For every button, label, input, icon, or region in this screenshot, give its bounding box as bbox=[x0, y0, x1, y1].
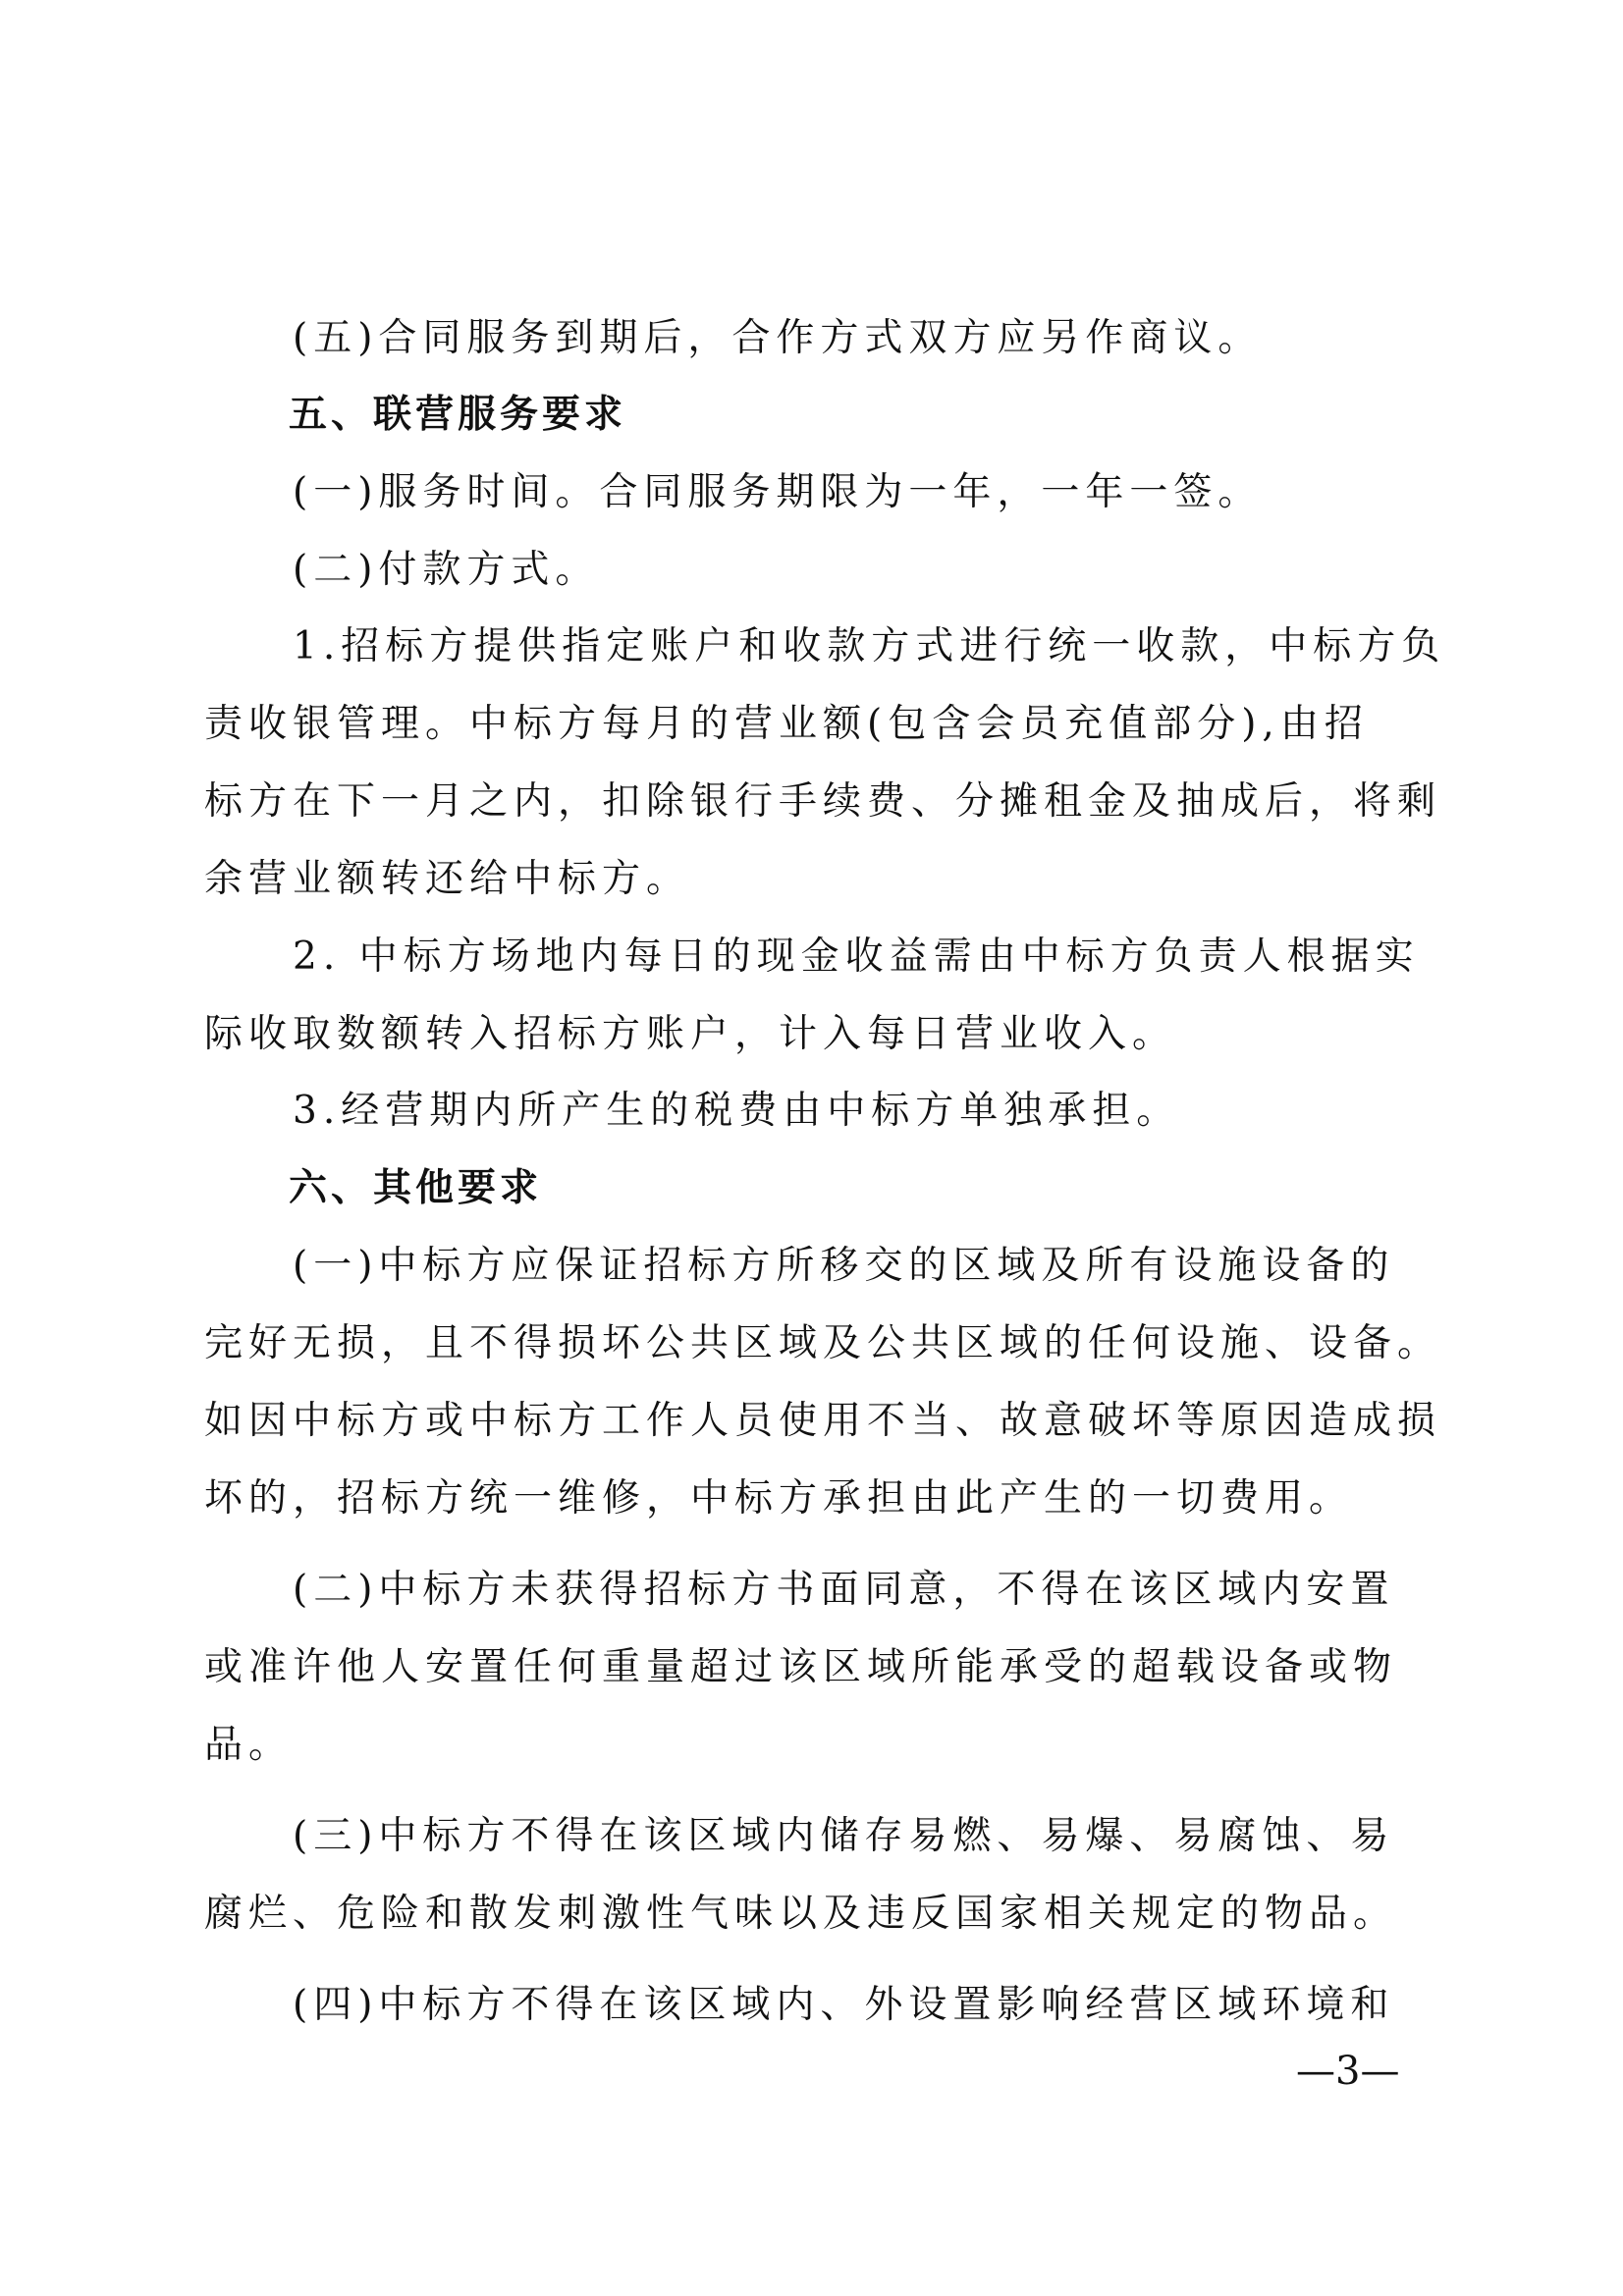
paragraph-line: 完好无损，且不得损坏公共区域及公共区域的任何设施、设备。 bbox=[204, 1321, 1442, 1365]
paragraph-line: 余营业额转还给中标方。 bbox=[204, 857, 691, 901]
section-heading: 六、其他要求 bbox=[204, 1166, 543, 1210]
paragraph-line: 责收银管理。中标方每月的营业额(包含会员充值部分),由招 bbox=[204, 702, 1369, 746]
paragraph-line: (四)中标方不得在该区域内、外设置影响经营区域环境和 bbox=[204, 1983, 1395, 2027]
paragraph-line: (五)合同服务到期后，合作方式双方应另作商议。 bbox=[204, 316, 1263, 360]
paragraph-line: 1.招标方提供指定账户和收款方式进行统一收款，中标方负 bbox=[204, 624, 1446, 668]
paragraph-line: (二)中标方未获得招标方书面同意，不得在该区域内安置 bbox=[204, 1568, 1395, 1612]
page-number: —3— bbox=[1296, 2049, 1400, 2094]
paragraph-line: (一)中标方应保证招标方所移交的区域及所有设施设备的 bbox=[204, 1244, 1395, 1288]
paragraph-line: (二)付款方式。 bbox=[204, 548, 600, 592]
paragraph-line: 品。 bbox=[204, 1723, 294, 1767]
paragraph-line: (一)服务时间。合同服务期限为一年，一年一签。 bbox=[204, 470, 1263, 514]
section-heading: 五、联营服务要求 bbox=[204, 393, 627, 437]
paragraph-line: 3.经营期内所产生的税费由中标方单独承担。 bbox=[204, 1089, 1181, 1133]
paragraph-line: 际收取数额转入招标方账户，计入每日营业收入。 bbox=[204, 1012, 1177, 1056]
paragraph-line: 标方在下一月之内，扣除银行手续费、分摊租金及抽成后，将剩 bbox=[204, 779, 1442, 824]
paragraph-line: 腐烂、危险和散发刺激性气味以及违反国家相关规定的物品。 bbox=[204, 1892, 1398, 1936]
paragraph-line: (三)中标方不得在该区域内储存易燃、易爆、易腐蚀、易 bbox=[204, 1814, 1395, 1858]
paragraph-line: 2. 中标方场地内每日的现金收益需由中标方负责人根据实 bbox=[204, 934, 1420, 979]
paragraph-line: 坏的，招标方统一维修，中标方承担由此产生的一切费用。 bbox=[204, 1476, 1354, 1521]
paragraph-line: 或准许他人安置任何重量超过该区域所能承受的超载设备或物 bbox=[204, 1645, 1398, 1689]
paragraph-line: 如因中标方或中标方工作人员使用不当、故意破坏等原因造成损 bbox=[204, 1399, 1442, 1443]
